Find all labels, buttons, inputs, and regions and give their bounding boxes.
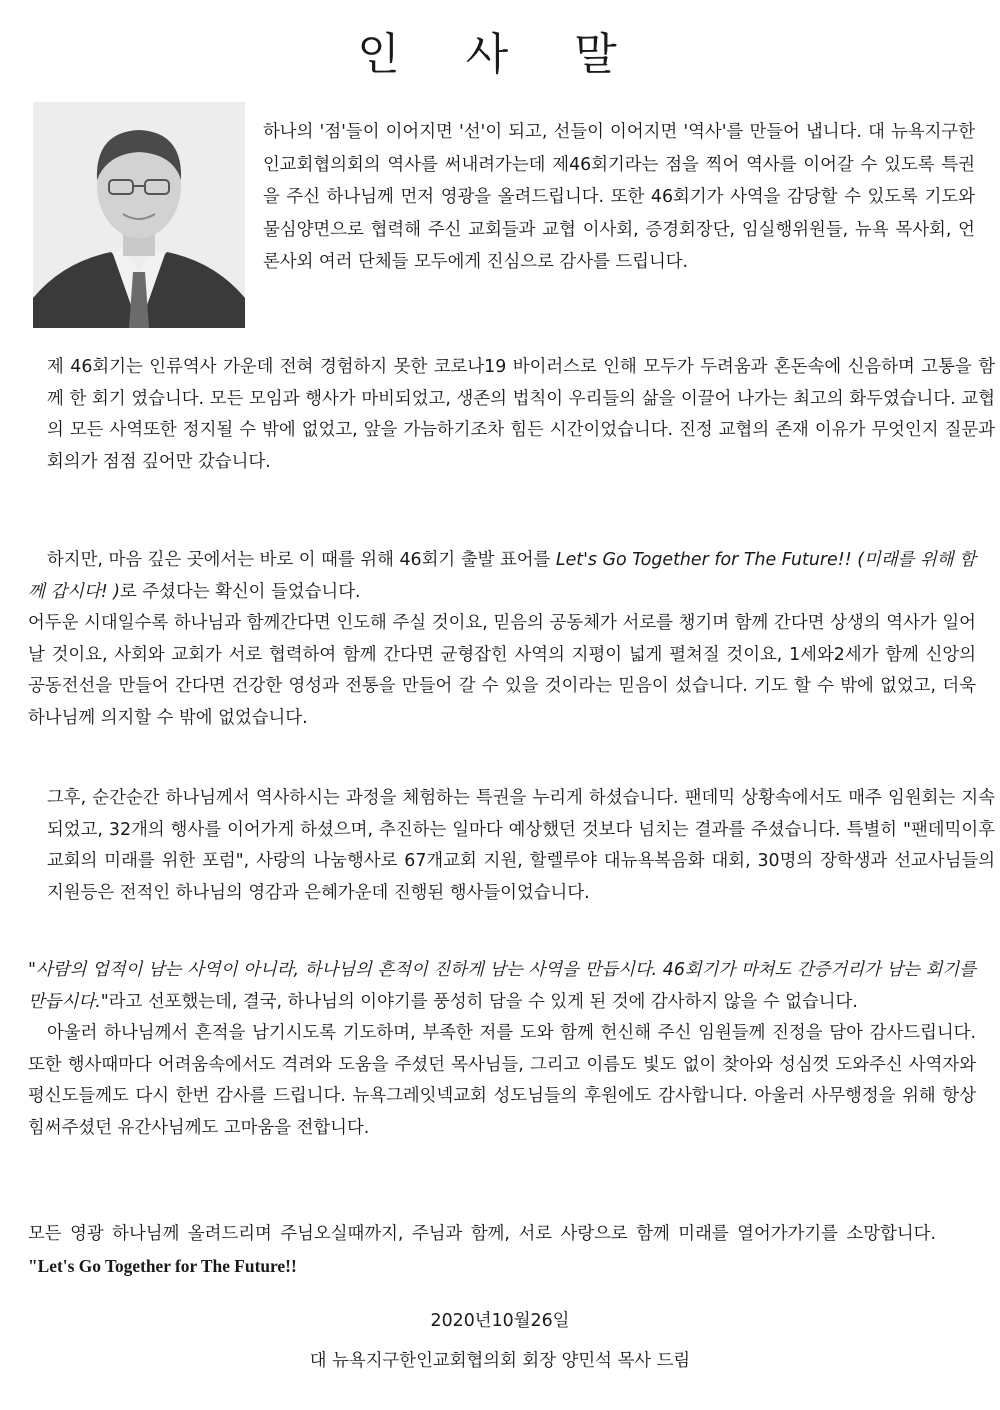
closing-motto: "Let's Go Together for The Future!! (28, 1255, 297, 1276)
quote-follow-text: 라고 선포했는데, 결국, 하나님의 이야기를 풍성히 담을 수 있게 된 것에 감사하지 않을 수 없습니다. (108, 991, 858, 1012)
motto-text: Let's Go Together for The Future!! (미래를 위해 함께 갑시다! ) (28, 550, 976, 602)
portrait-image (33, 102, 245, 328)
page-title: 인 사 말 (357, 29, 643, 80)
quote-text: "사람의 업적이 남는 사역이 아니라, 하나님의 흔적이 진하게 남는 사역을 만듭시다. 46회기가 마쳐도 간증거리가 남는 회기를 만듭시다." (28, 960, 976, 1012)
faith-text: 어두운 시대일수록 하나님과 함께간다면 인도해 주실 것이요, 믿음의 공동체가 서로를 챙기며 함께 간다면 상생의 역사가 일어날 것이요, 사회와 교회가 서로 협력하여 함께 간다면 균형잡힌 사역의 지평이 넓게 펼쳐질 것이요, 1세와2세가 함께 신앙의 공동전선을 만들어 간다면 건강한 영성과 전통을 만들어 갈 수 있을 것이라는 믿음이 섰습니다. 기도 할 수 밖에 없었고, 더욱 하나님께 의지할 수 밖에 없었습니다. (28, 613, 976, 728)
signature: 대 뉴욕지구한인교회협의회 회장 양민석 목사 드림 (309, 1351, 691, 1371)
intro-paragraph: 하나의 '점'들이 이어지면 '선'이 되고, 선들이 이어지면 '역사'를 만들어 냅니다. 대 뉴욕지구한인교회협의회의 역사를 써내려가는데 제46회기라는 점을 찍어 역사를 이어갈 수 있도록 특권을 주신 하나님께 먼저 영광을 올려드립니다. 또한 46회기가 사역을 감당할 수 있도록 기도와 물심양면으로 협력해 주신 교회들과 교협 이사회, 증경회장단, 임실행위원들, 뉴욕 목사회, 언론사외 여러 단체들 모두에게 진심으로 감사를 드립니다. (263, 122, 975, 273)
letter-date: 2020년10월26일 (430, 1311, 570, 1331)
paragraph-closing (28, 1219, 976, 1283)
motto-intro-text: 하지만, 마음 깊은 곳에서는 바로 이 때를 위해 46회기 출발 표어를 (47, 550, 551, 570)
portrait-photo (33, 102, 245, 328)
closing-text: 모든 영광 하나님께 올려드리며 주님오실때까지, 주님과 함께, 서로 사랑으로 함께 미래를 열어가가기를 소망합니다. (28, 1224, 936, 1244)
paragraph-history: 그후, 순간순간 하나님께서 역사하시는 과정을 체험하는 특권을 누리게 하셨습니다. 팬데믹 상황속에서도 매주 임원회는 지속 되었고, 32개의 행사를 이어가게 하셨으며, 추진하는 일마다 예상했던 것보다 넘치는 결과를 주셨습니다. 특별히 "팬데믹이후 교회의 미래를 위한 포럼", 사랑의 나눔행사로 67개교회 지원, 할렐루야 대뉴욕복음화 대회, 30명의 장학생과 선교사님들의 지원등은 전적인 하나님의 영감과 은혜가운데 진행된 행사들이었습니다. (47, 788, 995, 903)
paragraph-46th-term: 제 46회기는 인류역사 가운데 전혀 경험하지 못한 코로나19 바이러스로 인해 모두가 두려움과 혼돈속에 신음하며 고통을 함께 한 회기 였습니다. 모든 모임과 행사가 마비되었고, 생존의 법칙이 우리들의 삶을 이끌어 나가는 최고의 화두였습니다. 교협의 모든 사역또한 정지될 수 밖에 없었고, 앞을 가늠하기조차 힘든 시간이었습니다. 진정 교협의 존재 이유가 무엇인지 질문과 회의가 점점 깊어만 갔습니다. (47, 357, 995, 472)
motto-conclusion-text: 로 주셨다는 확신이 들었습니다. (120, 581, 361, 602)
thanks-text: 아울러 하나님께서 흔적을 남기시도록 기도하며, 부족한 저를 도와 함께 헌신해 주신 임원들께 진정을 담아 감사드립니다. 또한 행사때마다 어려움속에서도 격려와 도움을 주셨던 목사님들, 그리고 이름도 빛도 없이 찾아와 성심껏 도와주신 사역자와 평신도들께도 다시 한번 감사를 드립니다. 뉴욕그레잇넥교회 성도님들의 후원에도 감사합니다. 아울러 사무행정을 위해 항상 힘써주셨던 유간사님께도 고마움을 전합니다. (28, 1023, 976, 1138)
paragraph-motto (28, 545, 976, 735)
paragraph-thanks (28, 955, 976, 1145)
